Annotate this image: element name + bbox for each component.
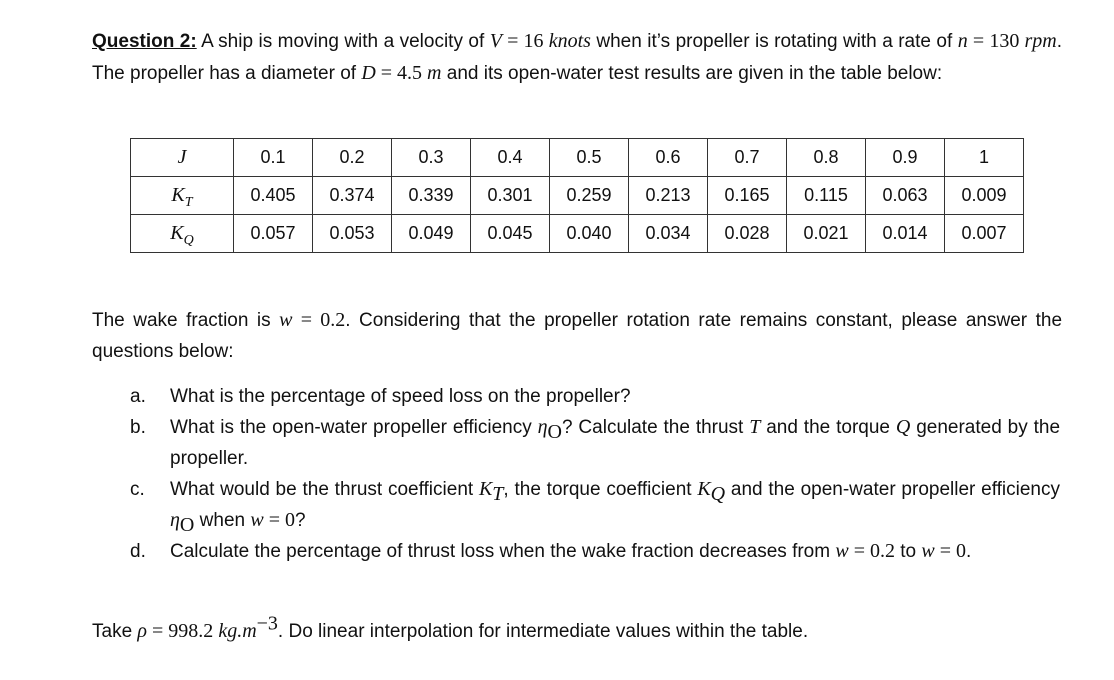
- question-d: d. Calculate the percentage of thrust loss when the wake fraction decreases from w = 0.2 to w = 0.: [130, 536, 1060, 567]
- table-cell: 0.034: [629, 215, 708, 253]
- table-cell: 0.339: [392, 177, 471, 215]
- table-cell: 0.213: [629, 177, 708, 215]
- table-cell: 0.115: [787, 177, 866, 215]
- table-cell: 0.301: [471, 177, 550, 215]
- table-cell: 0.2: [313, 139, 392, 177]
- table-cell: 0.8: [787, 139, 866, 177]
- table-row-j: [131, 139, 1024, 177]
- question-intro: [92, 26, 1062, 89]
- list-marker: c.: [130, 479, 145, 500]
- question-paragraph: Question 2: A ship is moving with a velocity of V = 16 knots when it’s propeller is rotating with a rate of n = 130 rpm. The propeller has a diameter of D = 4.5 m and its open-water test results are given in the table below:: [92, 30, 1063, 84]
- table-cell: 0.7: [708, 139, 787, 177]
- question-list: [130, 381, 1060, 567]
- table-cell: 0.6: [629, 139, 708, 177]
- question-label: Question 2:: [92, 31, 197, 52]
- table-cell: 0.5: [550, 139, 629, 177]
- table-cell: 0.9: [866, 139, 945, 177]
- row-header-j: J: [131, 139, 234, 177]
- table-cell: 0.4: [471, 139, 550, 177]
- footer-note: Take ρ = 998.2 $kg.m^{-3}$. Do linear interpolation for intermediate values within the table.: [92, 612, 809, 642]
- table-cell: 1: [945, 139, 1024, 177]
- table-cell: 0.259: [550, 177, 629, 215]
- table-cell: 0.057: [234, 215, 313, 253]
- table-cell: 0.063: [866, 177, 945, 215]
- table-cell: 0.405: [234, 177, 313, 215]
- table-cell: 0.049: [392, 215, 471, 253]
- table-cell: 0.028: [708, 215, 787, 253]
- list-marker: d.: [130, 541, 146, 562]
- table-row-kt: [131, 177, 1024, 215]
- table-row-kq: [131, 215, 1024, 253]
- question-b: b. What is the open-water propeller efficiency $\eta_O$? Calculate the thrust T and the torque Q generated by the propeller.: [130, 412, 1060, 474]
- open-water-table: [130, 138, 1024, 253]
- table-cell: 0.1: [234, 139, 313, 177]
- list-marker: b.: [130, 417, 146, 438]
- row-header-kt: $K_T$: [131, 177, 234, 215]
- table-cell: 0.009: [945, 177, 1024, 215]
- question-a: a. What is the percentage of speed loss on the propeller?: [130, 381, 1060, 412]
- table-cell: 0.014: [866, 215, 945, 253]
- table-cell: 0.007: [945, 215, 1024, 253]
- table-cell: 0.021: [787, 215, 866, 253]
- list-marker: a.: [130, 386, 146, 407]
- table-cell: 0.374: [313, 177, 392, 215]
- table-cell: 0.165: [708, 177, 787, 215]
- table-cell: 0.040: [550, 215, 629, 253]
- table-cell: 0.045: [471, 215, 550, 253]
- question-c: c. What would be the thrust coefficient $K_T$, the torque coefficient $K_Q$ and the open-water propeller efficiency $\eta_O$ when w = 0?: [130, 474, 1060, 536]
- table-cell: 0.3: [392, 139, 471, 177]
- row-header-kq: $K_Q$: [131, 215, 234, 253]
- table-cell: 0.053: [313, 215, 392, 253]
- wake-paragraph: The wake fraction is w = 0.2. Considering that the propeller rotation rate remains constant, please answer the questions below:: [92, 309, 1063, 362]
